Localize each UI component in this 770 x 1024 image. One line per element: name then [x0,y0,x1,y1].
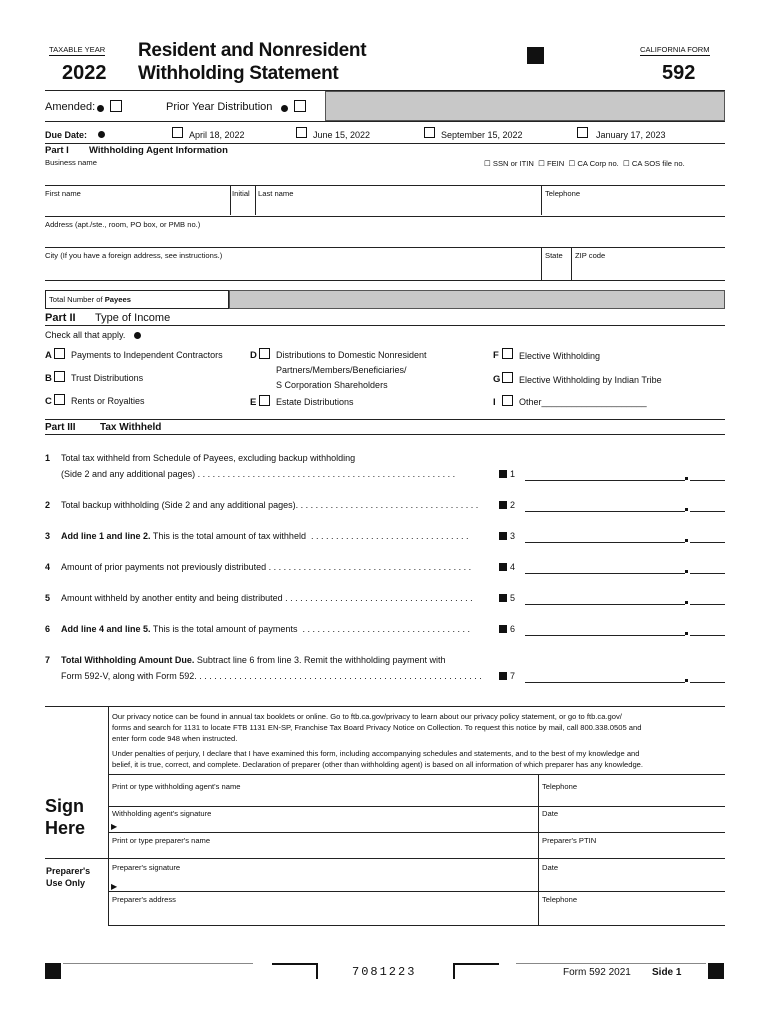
zip-label: ZIP code [575,251,606,260]
option-a-label: Payments to Independent Contractors [71,350,223,360]
checkbox-e[interactable] [259,395,270,406]
line-text-first [61,453,355,463]
bullet-icon [281,105,288,112]
option-letter-g: G [493,374,501,385]
cents-input[interactable] [690,604,725,605]
cents-input[interactable] [690,635,725,636]
option-letter-a: A [45,350,52,361]
line-text: This is the total amount of payments . . . . . . . . . . . . . . . . . . . . . . . . . . . . . . . . . . [150,624,473,634]
agent-name-label: Print or type withholding agent's name [112,782,241,791]
checkbox-c[interactable] [54,394,65,405]
address-label: Address (apt./ste., room, PO box, or PMB no.) [45,220,201,229]
cents-input[interactable] [690,682,725,683]
checkbox-b[interactable] [54,371,65,382]
line-text: This is the total amount of tax withheld . . . . . . . . . . . . . . . . . . . . . . . . . . . . . . . . [150,531,471,541]
checkbox-i[interactable] [502,395,513,406]
cents-input[interactable] [690,480,725,481]
option-g-label: Elective Withholding by Indian Tribe [519,375,662,385]
amount-input[interactable] [525,682,685,683]
initial-label: Initial [232,189,250,198]
line-bold-text: Add line 4 and line 5. [61,624,151,634]
preparer-telephone-label: Telephone [542,895,578,904]
use-only-label: Use Only [46,878,86,888]
sign-here-line1: Sign [45,796,84,816]
line-text-second: (Side 2 and any additional pages) . . . . . . . . . . . . . . . . . . . . . . . . . . . . . . . . . . . . . . . . . . . . . . . . . . . . [61,469,458,479]
line-marker [499,594,507,602]
due-date-option-1: April 18, 2022 [189,130,245,140]
agent-telephone-label: Telephone [542,782,578,791]
decimal-point [685,632,688,635]
form-title-line1: Resident and Nonresident [138,40,367,61]
shaded-area [325,91,725,121]
option-d-label-1: Distributions to Domestic Nonresident [276,350,427,360]
part3-title: Tax Withheld [100,422,162,433]
privacy-line-2: forms and search for 1131 to locate FTB 1131 EN-SP, Franchise Tax Board Privacy Notice on Collection. To request this notice by mail, call 800.338.0505 and [112,723,642,732]
option-letter-e: E [250,397,257,408]
registration-mark [527,47,544,64]
check-all-label: Check all that apply. [45,330,126,340]
due-date-checkbox-4[interactable] [577,127,588,138]
preparer-date-label: Date [542,863,559,872]
preparer-address-label: Preparer's address [112,895,176,904]
decimal-point [685,508,688,511]
option-i-label[interactable]: Other_____________________ [519,397,647,407]
business-name-label: Business name [45,158,97,167]
line-box-number: 5 [510,593,516,603]
option-e-label: Estate Distributions [276,397,354,407]
form-code: 7081223 [352,965,417,979]
option-c-label: Rents or Royalties [71,396,145,406]
telephone-label: Telephone [545,189,581,198]
part2-heading: Part II [45,312,76,324]
checkbox-f[interactable] [502,348,513,359]
arrow-icon: ▶ [111,822,118,831]
amended-checkbox[interactable] [110,100,122,112]
cents-input[interactable] [690,511,725,512]
line-box-number: 3 [510,531,516,541]
preparer-name-label: Print or type preparer's name [112,836,211,845]
first-name-label: First name [45,189,81,198]
prior-year-checkbox[interactable] [294,100,306,112]
arrow-icon: ▶ [111,882,118,891]
line-number: 7 [45,655,51,665]
part2-title: Type of Income [95,312,171,324]
line-text [61,500,495,510]
registration-mark [45,963,61,979]
form-title-line2: Withholding Statement [138,63,339,84]
line-number: 5 [45,593,51,603]
line-marker [499,563,507,571]
amount-input[interactable] [525,635,685,636]
line-text: Amount withheld by another entity and being distributed . . . . . . . . . . . . . . . . . . . . . . . . . . . . . . . . . . . . . . [61,593,476,603]
total-payees-label: Total Number of Payees [49,295,131,304]
amount-input[interactable] [525,480,685,481]
line-marker [499,470,507,478]
line-text-first [61,655,446,665]
option-d-label-3: S Corporation Shareholders [276,380,388,390]
due-date-checkbox-1[interactable] [172,127,183,138]
line-text: Subtract line 6 from line 3. Remit the withholding payment with [194,655,446,665]
option-f-label: Elective Withholding [519,351,601,361]
amount-input[interactable] [525,511,685,512]
line-number: 3 [45,531,51,541]
cents-input[interactable] [690,542,725,543]
line-marker [499,672,507,680]
decimal-point [685,570,688,573]
amount-input[interactable] [525,573,685,574]
form-number: 592 [662,62,696,84]
perjury-line-1: Under penalties of perjury, I declare that I have examined this form, including accompanying schedules and statements, and to the best of my knowledge and [112,749,640,758]
due-date-option-4: January 17, 2023 [596,130,666,140]
due-date-label: Due Date: [45,130,88,140]
due-date-checkbox-3[interactable] [424,127,435,138]
last-name-label: Last name [258,189,294,198]
line-box-number: 7 [510,671,516,681]
option-letter-b: B [45,373,52,384]
agent-signature-label: Withholding agent's signature [112,809,212,818]
prior-year-label: Prior Year Distribution [166,101,273,113]
due-date-checkbox-2[interactable] [296,127,307,138]
line-text [61,624,495,634]
line-number: 2 [45,500,51,510]
line-box-number: 4 [510,562,516,572]
line-text: Total backup withholding (Side 2 and any additional pages). . . . . . . . . . . . . . . . . . . . . . . . . . . . . . . . . . . . . [61,500,481,510]
option-b-label: Trust Distributions [71,373,144,383]
cents-input[interactable] [690,573,725,574]
preparers-label: Preparer's [46,866,91,876]
sign-here-line2: Here [45,818,86,838]
line-box-number: 2 [510,500,516,510]
shaded-area [229,290,725,309]
amount-input[interactable] [525,604,685,605]
checkbox-a[interactable] [54,348,65,359]
option-letter-d: D [250,350,257,361]
preparer-signature-label: Preparer's signature [112,863,181,872]
line-number: 1 [45,453,51,463]
line-text: Total tax withheld from Schedule of Payees, excluding backup withholding [61,453,356,463]
line-bold-text: Add line 1 and line 2. [61,531,151,541]
privacy-line-1: Our privacy notice can be found in annual tax booklets or online. Go to ftb.ca.gov/privacy to learn about our privacy policy statement, or go to ftb.ca.gov/ [112,712,622,721]
agent-date-label: Date [542,809,559,818]
due-date-option-2: June 15, 2022 [313,130,371,140]
line-text-second: Form 592-V, along with Form 592. . . . . . . . . . . . . . . . . . . . . . . . . . . . . . . . . . . . . . . . . . . . . . . . . . . . . . . . . . [61,671,485,681]
line-text [61,562,495,572]
checkbox-d[interactable] [259,348,270,359]
california-form-label: CALIFORNIA FORM [640,45,710,54]
tax-year: 2022 [62,62,107,84]
line-box-number: 1 [510,469,516,479]
part3-heading: Part III [45,422,76,433]
part1-title: Withholding Agent Information [89,145,228,156]
line-text [61,531,495,541]
line-box-number: 6 [510,624,516,634]
privacy-line-3: enter form code 948 when instructed. [112,734,238,743]
state-label: State [545,251,563,260]
registration-mark [708,963,724,979]
option-letter-i: I [493,397,496,408]
decimal-point [685,477,688,480]
preparer-ptin-label: Preparer's PTIN [542,836,597,845]
option-d-label-2: Partners/Members/Beneficiaries/ [276,365,407,375]
taxable-year-label: TAXABLE YEAR [49,45,106,54]
decimal-point [685,601,688,604]
corner-mark [272,963,318,979]
decimal-point [685,679,688,682]
line-bold-text: Total Withholding Amount Due. [61,655,195,665]
city-label: City (If you have a foreign address, see instructions.) [45,251,223,260]
id-type-options[interactable]: ☐ SSN or ITIN ☐ FEIN ☐ CA Corp no. ☐ CA SOS file no. [484,159,685,168]
option-letter-c: C [45,396,52,407]
line-text: Amount of prior payments not previously distributed . . . . . . . . . . . . . . . . . . . . . . . . . . . . . . . . . . . . . . . . . [61,562,474,572]
line-number: 4 [45,562,51,572]
bullet-icon [97,105,104,112]
option-letter-f: F [493,350,499,361]
due-date-option-3: September 15, 2022 [441,130,523,140]
line-marker [499,532,507,540]
perjury-line-2: belief, it is true, correct, and complete. Declaration of preparer (other than withholding agent) is based on all information of which preparer has any knowledge. [112,760,644,769]
bullet-icon [134,332,141,339]
line-number: 6 [45,624,51,634]
bullet-icon [98,131,105,138]
checkbox-g[interactable] [502,372,513,383]
amended-label: Amended: [45,101,96,113]
line-marker [499,501,507,509]
part1-heading: Part I [45,145,69,156]
footer-side: Side 1 [652,967,682,978]
line-text [61,593,495,603]
footer-form-label: Form 592 2021 [563,967,631,978]
amount-input[interactable] [525,542,685,543]
line-marker [499,625,507,633]
decimal-point [685,539,688,542]
corner-mark [453,963,499,979]
